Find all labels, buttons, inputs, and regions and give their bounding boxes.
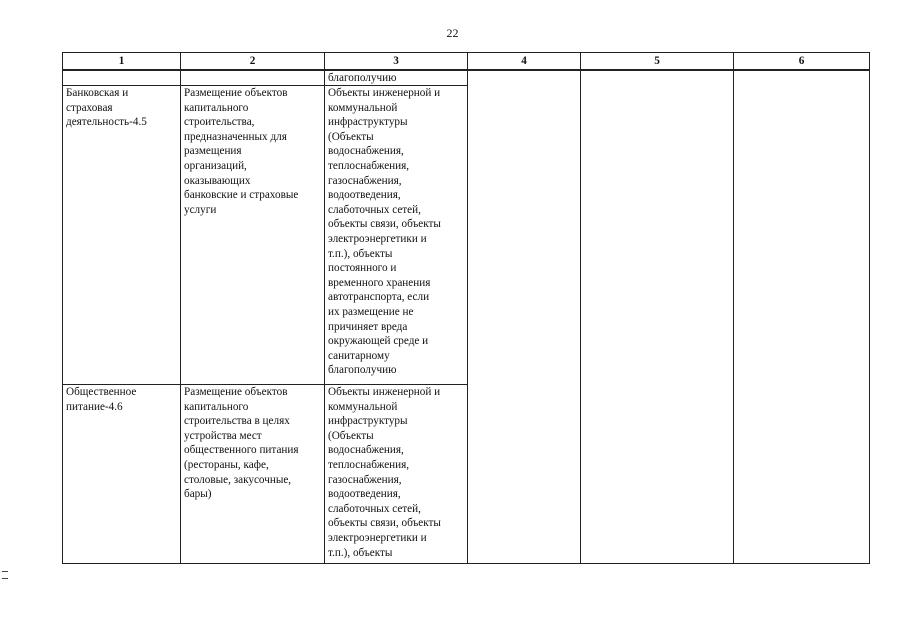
column-header-6: 6 — [734, 53, 870, 71]
page-number: 22 — [446, 26, 459, 40]
permitted-objects-text: Объекты инженерной и коммунальной инфраструктуры (Объекты водоснабжения, теплоснабжения, газоснабжения, водоотведения, слаботочных сетей, объекты связи, объекты электроэнергетики и т.п.), объекты постоянного и временного хранения автотранспорта, если их размещение не причиняет вреда окружающей среде и санитарному благополучию — [328, 87, 441, 377]
column-header-1: 1 — [63, 53, 181, 71]
zoning-table — [62, 52, 870, 564]
activity-name: Банковская и страховая деятельность-4.5 — [66, 87, 147, 129]
activity-cell — [63, 86, 181, 385]
continuation-cell-1 — [63, 70, 181, 86]
header-row — [63, 53, 870, 71]
permitted-objects-cell — [325, 385, 468, 564]
continuation-cell-2 — [181, 70, 325, 86]
column-5-cell — [581, 70, 734, 564]
margin-mark — [2, 578, 8, 579]
activity-description: Размещение объектов капитального строительства, предназначенных для размещения организаций, оказывающих банковские и страховые услуги — [184, 87, 299, 216]
margin-mark — [2, 571, 8, 572]
column-header-3: 3 — [325, 53, 468, 71]
permitted-objects-cell — [325, 86, 468, 385]
activity-description: Размещение объектов капитального строительства в целях устройства мест общественного питания (рестораны, кафе, столовые, закусочные, бары) — [184, 386, 299, 501]
column-header-5: 5 — [581, 53, 734, 71]
description-cell — [181, 86, 325, 385]
permitted-objects-text: Объекты инженерной и коммунальной инфраструктуры (Объекты водоснабжения, теплоснабжения, газоснабжения, водоотведения, слаботочных сетей, объекты связи, объекты электроэнергетики и т.п.), объекты — [328, 386, 441, 559]
column-6-cell — [734, 70, 870, 564]
column-header-4: 4 — [468, 53, 581, 71]
column-header-2: 2 — [181, 53, 325, 71]
column-4-cell — [468, 70, 581, 564]
table-row-continuation — [63, 70, 870, 86]
description-cell — [181, 385, 325, 564]
activity-cell — [63, 385, 181, 564]
activity-name: Общественное питание-4.6 — [66, 386, 137, 413]
continuation-cell-3: благополучию — [325, 70, 468, 86]
